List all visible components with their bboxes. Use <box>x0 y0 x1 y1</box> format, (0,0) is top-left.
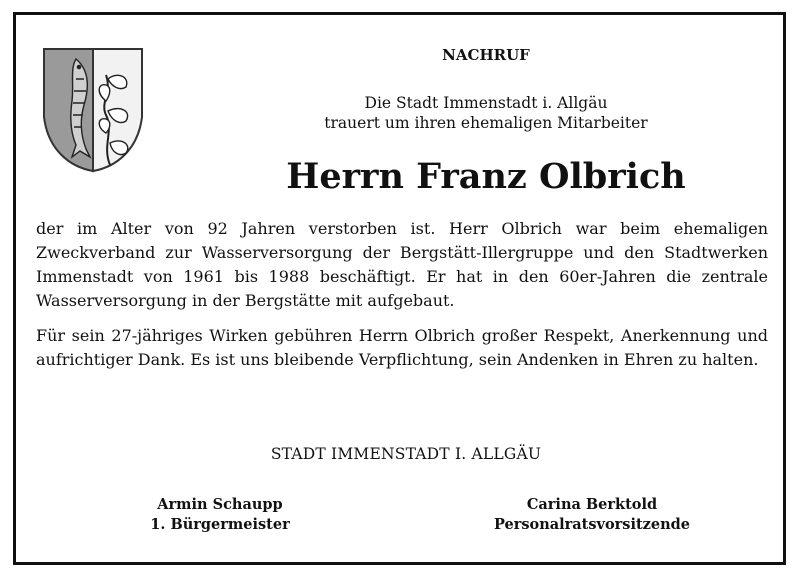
signatory-left <box>90 495 350 535</box>
intro-block <box>246 93 726 133</box>
body-paragraph-1: der im Alter von 92 Jahren verstorben ist. Herr Olbrich war beim ehemaligen Zweckverband zur Wasserversorgung der Bergstätt-Illergruppe und den Stadtwerken Immenstadt von 1961 bis 1988 beschäftigt. Er hat in den 60er-Jahren die zentrale Wasserversorgung in der Bergstätte mit aufgebaut. <box>36 219 768 310</box>
intro-line-1: Die Stadt Immenstadt i. Allgäu <box>364 94 608 112</box>
deceased-name: Herrn Franz Olbrich <box>286 156 686 197</box>
signatory-name: Carina Berktold <box>526 496 658 513</box>
signatory-role: 1. Bürgermeister <box>150 516 290 533</box>
coat-of-arms-icon <box>40 45 146 177</box>
signatory-name: Armin Schaupp <box>157 496 283 513</box>
body-paragraph-2: Für sein 27-jähriges Wirken gebühren Herrn Olbrich großer Respekt, Anerkennung und aufrichtiger Dank. Es ist uns bleibende Verpflichtung, sein Andenken in Ehren zu halten. <box>36 326 768 369</box>
notice-kicker: NACHRUF <box>442 46 530 64</box>
signatory-right <box>462 495 722 535</box>
intro-line-2: trauert um ihren ehemaligen Mitarbeiter <box>324 114 648 132</box>
organization-name: STADT IMMENSTADT I. ALLGÄU <box>270 445 542 463</box>
notice-frame <box>13 12 786 565</box>
signatory-role: Personalratsvorsitzende <box>493 516 691 533</box>
